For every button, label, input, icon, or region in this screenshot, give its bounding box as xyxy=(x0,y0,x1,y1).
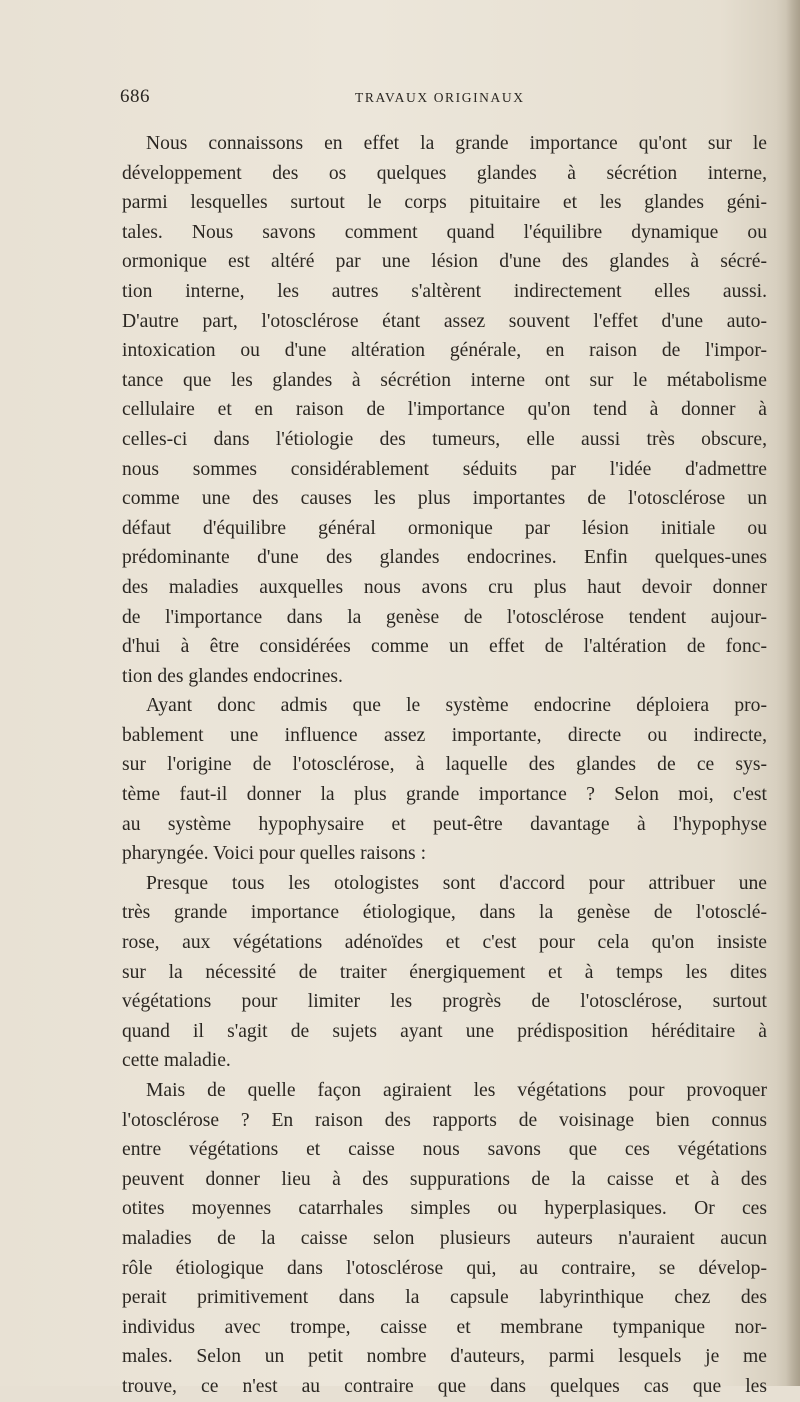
text-line: rôle étiologique dans l'otosclérose qui, au contraire, se dévelop- xyxy=(122,1257,767,1279)
text-line: au système hypophysaire et peut-être davantage à l'hypophyse xyxy=(122,813,767,835)
page-number: 686 xyxy=(120,86,150,107)
text-line: végétations pour limiter les progrès de l'otosclérose, surtout xyxy=(122,991,767,1013)
text-line: cellulaire et en raison de l'importance qu'on tend à donner à xyxy=(122,399,767,421)
text-line: développement des os quelques glandes à sécrétion interne, xyxy=(122,162,767,184)
text-line: prédominante d'une des glandes endocrines. Enfin quelques-unes xyxy=(122,547,767,569)
text-line: tème faut-il donner la plus grande importance ? Selon moi, c'est xyxy=(122,784,767,806)
text-line: de l'importance dans la genèse de l'otosclérose tendent aujour- xyxy=(122,606,767,628)
text-line: des maladies auxquelles nous avons cru plus haut devoir donner xyxy=(122,576,767,598)
running-head: TRAVAUX ORIGINAUX xyxy=(355,90,525,105)
text-line: nous sommes considérablement séduits par l'idée d'admettre xyxy=(122,458,767,480)
text-line: sur la nécessité de traiter énergiquement et à temps les dites xyxy=(122,961,767,983)
text-line: Nous connaissons en effet la grande importance qu'ont sur le xyxy=(146,133,767,154)
text-line: quand il s'agit de sujets ayant une prédisposition héréditaire à xyxy=(122,1020,767,1042)
text-line: rose, aux végétations adénoïdes et c'est pour cela qu'on insiste xyxy=(122,932,767,954)
text-line: défaut d'équilibre général ormonique par lésion initiale ou xyxy=(122,517,767,539)
page-header xyxy=(0,86,800,114)
text-line: Ayant donc admis que le système endocrine déploiera pro- xyxy=(146,695,767,717)
text-line: Presque tous les otologistes sont d'accord pour attribuer une xyxy=(146,872,767,894)
text-line: entre végétations et caisse nous savons que ces végétations xyxy=(122,1139,767,1161)
text-line: individus avec trompe, caisse et membrane tympanique nor- xyxy=(122,1316,767,1338)
text-line: tion des glandes endocrines. xyxy=(122,665,343,687)
body-text xyxy=(122,129,767,1402)
text-line: parmi lesquelles surtout le corps pituitaire et les glandes géni- xyxy=(122,192,767,214)
text-line: comme une des causes les plus importantes de l'otosclérose un xyxy=(122,488,767,510)
text-line: otites moyennes catarrhales simples ou hyperplasiques. Or ces xyxy=(122,1198,767,1220)
text-line: males. Selon un petit nombre d'auteurs, parmi lesquels je me xyxy=(122,1346,767,1368)
text-line: sur l'origine de l'otosclérose, à laquelle des glandes de ce sys- xyxy=(122,754,767,776)
text-line: trouve, ce n'est au contraire que dans quelques cas que les xyxy=(122,1375,767,1397)
text-line: tance que les glandes à sécrétion interne ont sur le métabolisme xyxy=(122,369,767,391)
text-line: tales. Nous savons comment quand l'équilibre dynamique ou xyxy=(122,221,767,243)
text-line: cette maladie. xyxy=(122,1050,231,1072)
text-line: maladies de la caisse selon plusieurs auteurs n'auraient aucun xyxy=(122,1227,767,1249)
text-line: d'hui à être considérées comme un effet de l'altération de fonc- xyxy=(122,636,767,658)
text-line: tion interne, les autres s'altèrent indirectement elles aussi. xyxy=(122,280,767,302)
text-line: Mais de quelle façon agiraient les végétations pour provoquer xyxy=(146,1080,767,1101)
text-line: bablement une influence assez importante, directe ou indirecte, xyxy=(122,724,767,746)
text-line: celles-ci dans l'étiologie des tumeurs, elle aussi très obscure, xyxy=(122,428,767,450)
text-line: l'otosclérose ? En raison des rapports de voisinage bien connus xyxy=(122,1109,767,1131)
text-line: pharyngée. Voici pour quelles raisons : xyxy=(122,843,427,865)
text-line: intoxication ou d'une altération générale, en raison de l'impor- xyxy=(122,340,767,362)
text-line: très grande importance étiologique, dans la genèse de l'otosclé- xyxy=(122,902,767,924)
text-line: peuvent donner lieu à des suppurations de la caisse et à des xyxy=(122,1168,767,1190)
text-line: perait primitivement dans la capsule labyrinthique chez des xyxy=(122,1287,767,1309)
text-line: D'autre part, l'otosclérose étant assez souvent l'effet d'une auto- xyxy=(122,310,767,332)
page-edge-shadow xyxy=(786,0,800,1386)
text-line: ormonique est altéré par une lésion d'une des glandes à sécré- xyxy=(122,251,767,273)
